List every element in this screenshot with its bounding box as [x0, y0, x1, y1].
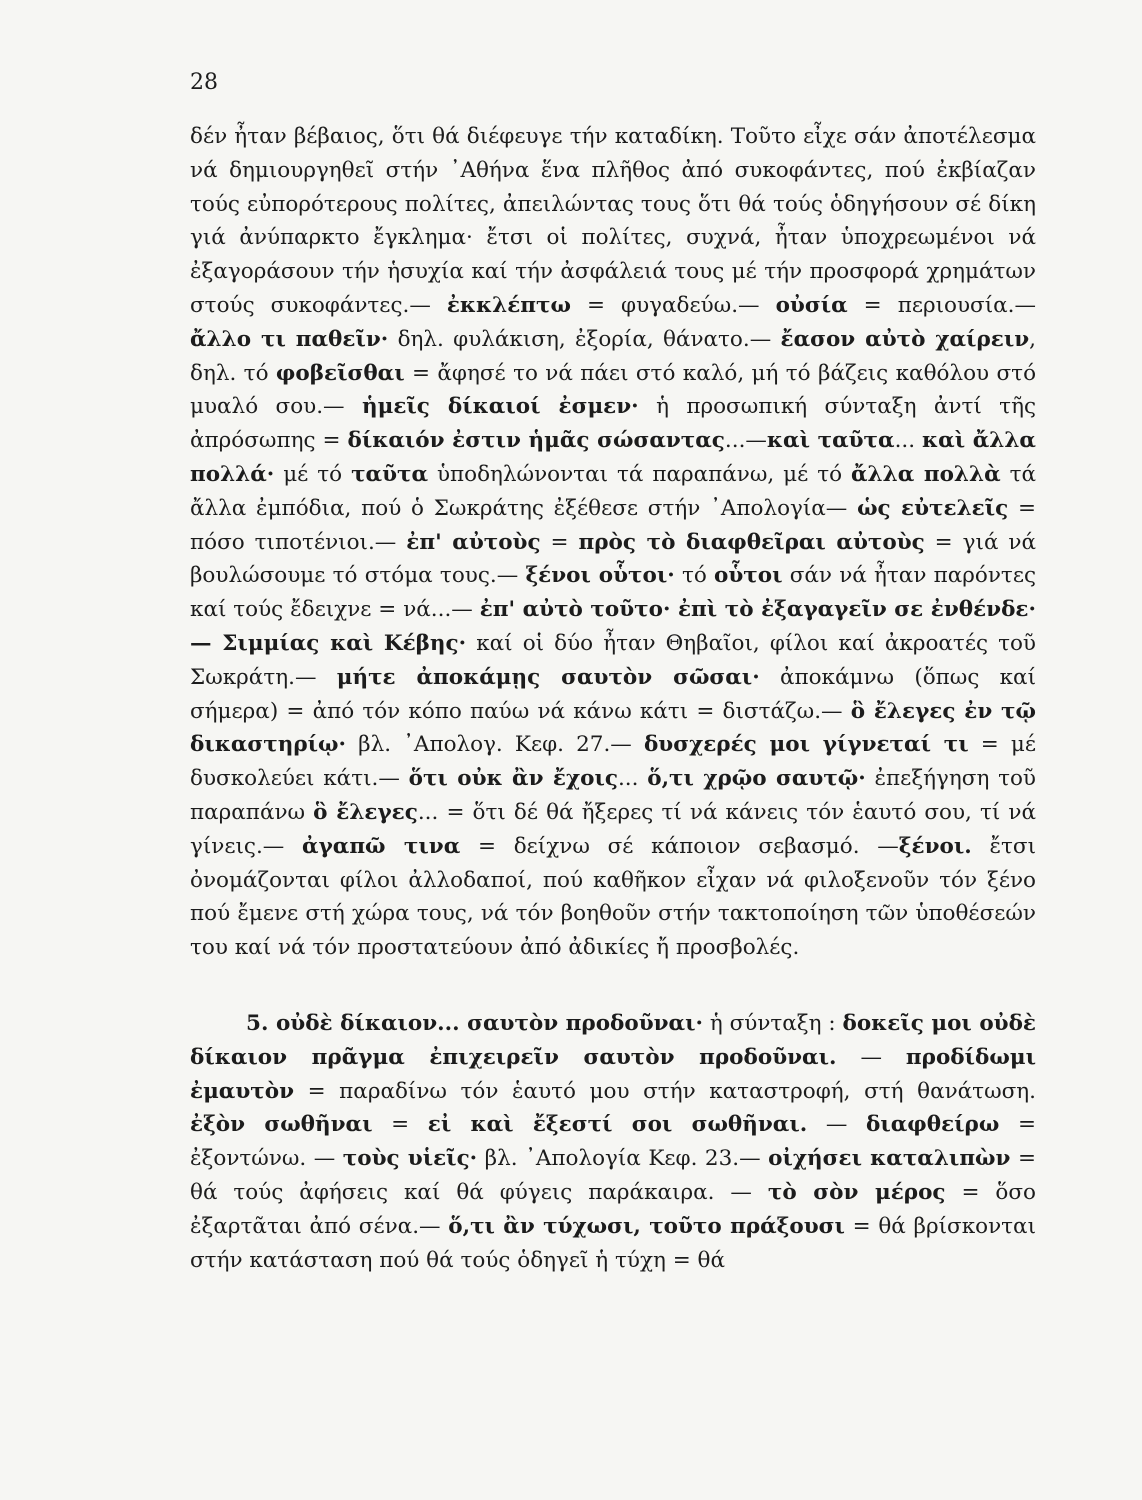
text-run: = ἐξοντώνω. — [190, 1112, 1036, 1172]
bold-term: ὡς εὐτελεῖς [857, 495, 1009, 521]
bold-term: καὶ ταῦτα [766, 428, 895, 454]
bold-term: ἐπ' αὐτοὺς [406, 529, 541, 555]
text-run: ... = ὅτι δέ θά ἤξερες τί νά κάνεις τόν ἑαυτό σου, τί νά γίνεις.— [190, 799, 1036, 859]
bold-term: τοὺς υἱεῖς· [342, 1146, 478, 1172]
text-run: — [836, 1044, 906, 1070]
bold-term: ὃ ἔλεγες ἐν τῷ δικαστηρίῳ· [190, 698, 1036, 758]
text-run: ἡ προσωπική σύνταξη ἀντί τῆς ἀπρόσωπης = [190, 394, 1037, 454]
text-run: ...— [724, 428, 767, 454]
text-run: = ἄφησέ το νά πάει στό καλό, μή τό βάζεις καθόλου στό μυαλό σου.— [190, 360, 1037, 420]
bold-term: ἀγαπῶ τινα [302, 833, 461, 859]
text-run: = ὅσο ἐξαρτᾶται ἀπό σένα.— [190, 1179, 1036, 1239]
page-number: 28 [190, 70, 218, 95]
bold-term: δίκαιόν ἐστιν ἡμᾶς σώσαντας [347, 428, 725, 454]
text-run: = [372, 1112, 428, 1138]
bold-term: καὶ ἄλλα πολλά· [190, 428, 1036, 487]
text-run: δέν ἦταν βέβαιος, ὅτι θά διέφευγε τήν καταδίκη. Τοῦτο εἶχε σάν ἀποτέλεσμα νά δημιουργηθεῖ στήν ᾿Αθήνα ἕνα πλῆθος ἀπό συκοφάντες, πού ἐκβίαζαν τούς εὐπορότερους πολίτες, ἀπειλώντας τους ὅτι θά τούς ὁδηγήσουν σέ δίκη γιά ἀνύπαρκτο ἔγκλημα· ἔτσι οἱ πολίτες, συχνά, ἦταν ὑποχρεωμένοι νά ἐξαγοράσουν τήν ἡσυχία καί τήν ἀσφάλειά τους μέ τήν προσφορά χρημάτων στούς συκοφάντες.— [190, 124, 1036, 318]
paragraph-commentary [190, 120, 1036, 965]
text-run: ἡ σύνταξη : [703, 1010, 843, 1036]
bold-term: ξένοι οὗτοι· [525, 563, 675, 589]
bold-term: διαφθείρω [866, 1112, 1000, 1138]
bold-term: ἐκκλέπτω [446, 292, 571, 318]
bold-term: τὸ σὸν μέρος [767, 1179, 946, 1205]
bold-term: ξένοι. [898, 833, 972, 859]
text-run: = θά τούς ἀφήσεις καί θά φύγεις παράκαιρα. — [190, 1146, 1036, 1205]
text-run: σάν νά ἦταν παρόντες καί τούς ἔδειχνε = νά...— [190, 563, 1036, 623]
text-run: ... [894, 428, 923, 454]
bold-term: οὗτοι [714, 563, 783, 589]
bold-term: οὐσία [775, 292, 848, 318]
bold-term: προδίδωμι ἐμαυτὸν [190, 1044, 1036, 1104]
bold-term: δυσχερές μοι γίγνεταί τι [643, 732, 969, 758]
bold-term: δοκεῖς μοι οὐδὲ δίκαιον πρᾶγμα ἐπιχειρεῖν σαυτὸν προδοῦναι. [190, 1010, 1036, 1070]
bold-term: ὃ ἔλεγες [313, 799, 418, 825]
bold-term: ὅ,τι ἂν τύχωσι, τοῦτο πράξουσι [448, 1213, 845, 1239]
text-run: μέ τό [274, 461, 352, 487]
bold-term: φοβεῖσθαι [275, 360, 405, 386]
text-run: = φυγαδεύω.— [570, 292, 776, 318]
text-run: καί οἱ δύο ἦταν Θηβαῖοι, φίλοι καί ἀκροατές τοῦ Σωκράτη.— [190, 630, 1036, 690]
bold-term: ταῦτα [351, 461, 429, 487]
text-run: τό [674, 563, 715, 589]
bold-term: οἰχήσει καταλιπὼν [768, 1146, 1011, 1172]
bold-term: ἔασον αὐτὸ χαίρειν [780, 326, 1030, 352]
text-run: = περιουσία.— [847, 292, 1037, 318]
text-run: = μέ δυσκολεύει κάτι.— [190, 732, 1037, 792]
text-run: = πόσο τιποτένιοι.— [190, 495, 1036, 555]
bold-term: ἐπ' αὐτὸ τοῦτο· ἐπὶ τὸ ἐξαγαγεῖν σε ἐνθένδε·— Σιμμίας καὶ Κέβης· [190, 597, 1036, 656]
text-run: = θά βρίσκονται στήν κατάσταση πού θά τούς ὁδηγεῖ ἡ τύχη = θά [190, 1213, 1036, 1273]
bold-term: ὅ,τι χρῷο σαυτῷ· [647, 766, 866, 792]
text-run: δηλ. φυλάκιση, ἐξορία, θάνατο.— [388, 326, 781, 352]
text-run: βλ. ᾿Απολογία Κεφ. 23.— [477, 1146, 769, 1172]
text-run: = [540, 529, 579, 555]
bold-term: ἄλλα πολλὰ [851, 461, 1001, 487]
text-run: = παραδίνω τόν ἑαυτό μου στήν καταστροφή, στή θανάτωση. [294, 1078, 1036, 1104]
text-run: βλ. ᾿Απολογ. Κεφ. 27.— [346, 732, 644, 758]
text-run: , δηλ. τό [190, 326, 1036, 386]
text-run: — [807, 1112, 866, 1138]
bold-term: πρὸς τὸ διαφθεῖραι αὐτοὺς [578, 529, 925, 555]
text-run: = γιά νά βουλώσουμε τό στόμα τους.— [190, 529, 1037, 589]
bold-term: ὅτι οὐκ ἂν ἔχοις [408, 766, 618, 792]
text-run: ἔτσι ὀνομάζονται φίλοι ἀλλοδαποί, πού καθῆκον εἶχαν νά φιλοξενοῦν τόν ξένο πού ἔμενε στή χώρα τους, νά τόν βοηθοῦν στήν τακτοποίηση τῶν ὑποθέσεών του καί νά τόν προστατεύουν ἀπό ἀδικίες ἤ προσβολές. [190, 833, 1037, 961]
bold-term: ἐξὸν σωθῆναι [190, 1112, 373, 1138]
text-run: ... [617, 766, 648, 792]
text-run: = δείχνω σέ κάποιον σεβασμό. — [460, 833, 899, 859]
bold-term: μήτε ἀποκάμῃς σαυτὸν σῶσαι· [336, 664, 760, 690]
paragraph-section-5 [190, 1007, 1036, 1277]
bold-term: ἡμεῖς δίκαιοί ἐσμεν· [361, 394, 639, 420]
body-text [190, 120, 1036, 1277]
text-run: τά ἄλλα ἐμπόδια, πού ὁ Σωκράτης ἐξέθεσε στήν ᾿Απολογία— [190, 461, 1037, 521]
bold-term: 5. οὐδὲ δίκαιον... σαυτὸν προδοῦναι· [246, 1010, 703, 1036]
text-run: ἐπεξήγηση τοῦ παραπάνω [190, 766, 1037, 825]
bold-term: εἰ καὶ ἔξεστί σοι σωθῆναι. [427, 1112, 808, 1138]
bold-term: ἄλλο τι παθεῖν· [190, 326, 389, 352]
text-run: ὑποδηλώνονται τά παραπάνω, μέ τό [428, 461, 852, 487]
text-run: ἀποκάμνω (ὅπως καί σήμερα) = ἀπό τόν κόπο παύω νά κάνω κάτι = διστάζω.— [190, 664, 1036, 724]
